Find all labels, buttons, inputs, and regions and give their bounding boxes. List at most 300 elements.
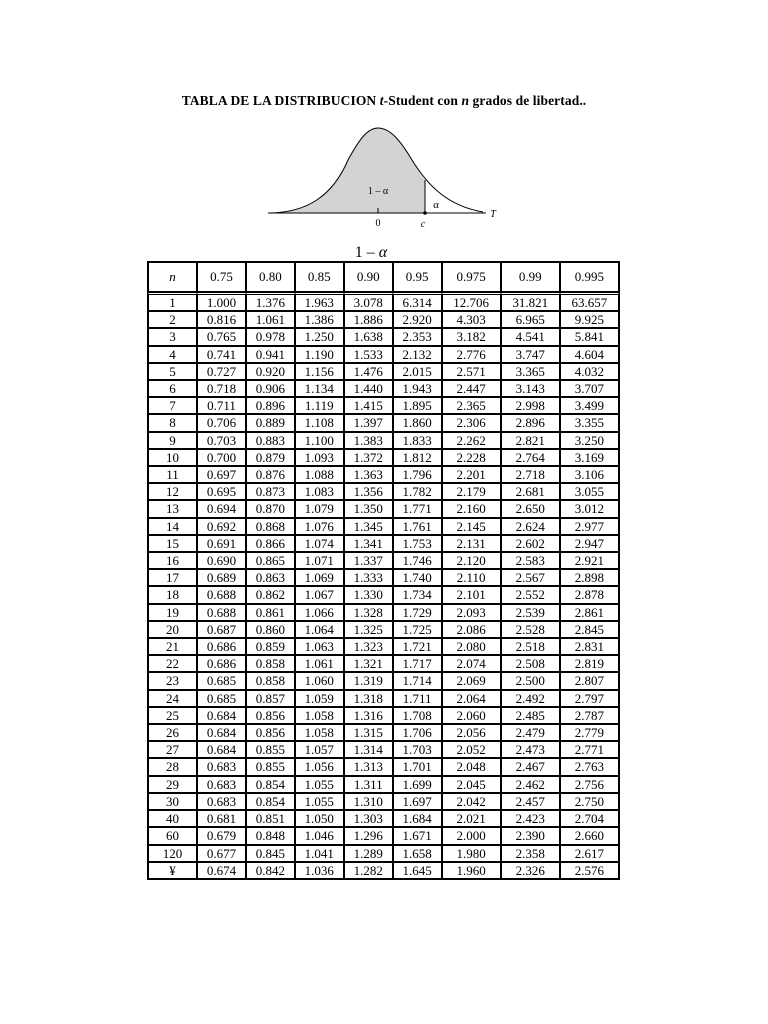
table-cell: 1.061 (295, 655, 344, 672)
df-cell: 24 (148, 690, 197, 707)
table-cell: 1.310 (344, 793, 393, 810)
table-cell: 1.119 (295, 397, 344, 414)
table-cell: 1.746 (393, 552, 442, 569)
table-cell: 1.058 (295, 724, 344, 741)
table-cell: 1.036 (295, 862, 344, 879)
table-cell: 2.326 (501, 862, 560, 879)
df-cell: 26 (148, 724, 197, 741)
table-cell: 2.056 (442, 724, 501, 741)
table-cell: 0.855 (246, 741, 295, 758)
table-cell: 2.074 (442, 655, 501, 672)
table-cell: 2.567 (501, 569, 560, 586)
table-cell: 1.059 (295, 690, 344, 707)
table-cell: 1.041 (295, 845, 344, 862)
table-cell: 1.980 (442, 845, 501, 862)
table-cell: 0.854 (246, 776, 295, 793)
table-cell: 2.650 (501, 500, 560, 517)
df-cell: 40 (148, 810, 197, 827)
table-cell: 2.131 (442, 535, 501, 552)
table-cell: 1.372 (344, 449, 393, 466)
table-cell: 2.228 (442, 449, 501, 466)
table-cell: 2.306 (442, 414, 501, 431)
table-cell: 1.771 (393, 500, 442, 517)
table-cell: 1.782 (393, 483, 442, 500)
table-cell: 1.079 (295, 500, 344, 517)
table-cell: 1.316 (344, 707, 393, 724)
table-cell: 1.860 (393, 414, 442, 431)
table-cell: 31.821 (501, 292, 560, 311)
table-cell: 1.963 (295, 292, 344, 311)
df-cell: 7 (148, 397, 197, 414)
column-header: 0.99 (501, 262, 560, 292)
table-cell: 0.920 (246, 363, 295, 380)
df-cell: 5 (148, 363, 197, 380)
table-cell: 2.052 (442, 741, 501, 758)
table-cell: 0.681 (197, 810, 246, 827)
table-cell: 0.879 (246, 449, 295, 466)
table-cell: 0.856 (246, 707, 295, 724)
t-distribution-figure (268, 120, 508, 232)
table-cell: 3.182 (442, 328, 501, 345)
df-cell: 60 (148, 827, 197, 844)
table-cell: 2.617 (560, 845, 619, 862)
table-cell: 2.539 (501, 604, 560, 621)
df-cell: 2 (148, 311, 197, 328)
table-cell: 0.703 (197, 432, 246, 449)
column-header: 0.90 (344, 262, 393, 292)
table-cell: 0.845 (246, 845, 295, 862)
table-cell: 2.797 (560, 690, 619, 707)
table-cell: 63.657 (560, 292, 619, 311)
table-cell: 2.120 (442, 552, 501, 569)
table-cell: 1.314 (344, 741, 393, 758)
table-cell: 1.318 (344, 690, 393, 707)
page-title (0, 93, 768, 109)
table-cell: 0.858 (246, 655, 295, 672)
table-cell: 0.688 (197, 586, 246, 603)
area-label: 1 – α (367, 186, 389, 197)
table-cell: 0.692 (197, 518, 246, 535)
table-cell: 1.960 (442, 862, 501, 879)
table-cell: 2.576 (560, 862, 619, 879)
table-cell: 0.873 (246, 483, 295, 500)
column-group-prefix: 1 – (354, 244, 379, 261)
table-cell: 1.386 (295, 311, 344, 328)
table-cell: 2.080 (442, 638, 501, 655)
df-cell: 4 (148, 346, 197, 363)
table-cell: 1.100 (295, 432, 344, 449)
table-cell: 1.895 (393, 397, 442, 414)
table-cell: 9.925 (560, 311, 619, 328)
df-cell: 17 (148, 569, 197, 586)
table-cell: 1.289 (344, 845, 393, 862)
table-cell: 1.725 (393, 621, 442, 638)
table-cell: 2.064 (442, 690, 501, 707)
table-cell: 2.485 (501, 707, 560, 724)
table-cell: 6.314 (393, 292, 442, 311)
column-header: 0.80 (246, 262, 295, 292)
table-cell: 1.706 (393, 724, 442, 741)
table-cell: 1.761 (393, 518, 442, 535)
table-cell: 2.807 (560, 672, 619, 689)
table-cell: 2.473 (501, 741, 560, 758)
table-cell: 1.074 (295, 535, 344, 552)
table-cell: 2.718 (501, 466, 560, 483)
table-cell: 1.812 (393, 449, 442, 466)
table-cell: 1.061 (246, 311, 295, 328)
table-cell: 1.383 (344, 432, 393, 449)
column-header: 0.995 (560, 262, 619, 292)
column-group-alpha: α (378, 244, 388, 261)
table-cell: 1.088 (295, 466, 344, 483)
title-part-2: -Student con (383, 93, 462, 108)
zero-label: 0 (375, 218, 381, 229)
table-cell: 2.756 (560, 776, 619, 793)
table-cell: 1.440 (344, 380, 393, 397)
table-cell: 0.857 (246, 690, 295, 707)
table-cell: 0.695 (197, 483, 246, 500)
table-cell: 2.093 (442, 604, 501, 621)
table-row (148, 672, 619, 689)
table-cell: 1.684 (393, 810, 442, 827)
table-cell: 2.921 (560, 552, 619, 569)
table-row (148, 690, 619, 707)
table-row (148, 758, 619, 775)
table-cell: 1.708 (393, 707, 442, 724)
table-cell: 0.978 (246, 328, 295, 345)
df-cell: 14 (148, 518, 197, 535)
table-cell: 0.683 (197, 776, 246, 793)
table-cell: 0.860 (246, 621, 295, 638)
df-cell: 16 (148, 552, 197, 569)
table-row (148, 741, 619, 758)
df-cell: 11 (148, 466, 197, 483)
table-cell: 3.055 (560, 483, 619, 500)
table-cell: 0.706 (197, 414, 246, 431)
table-cell: 1.714 (393, 672, 442, 689)
table-cell: 3.747 (501, 346, 560, 363)
table-cell: 0.889 (246, 414, 295, 431)
table-cell: 1.064 (295, 621, 344, 638)
table-cell: 1.703 (393, 741, 442, 758)
table-cell: 2.861 (560, 604, 619, 621)
df-cell: 15 (148, 535, 197, 552)
table-cell: 0.848 (246, 827, 295, 844)
table-cell: 1.796 (393, 466, 442, 483)
table-cell: 1.734 (393, 586, 442, 603)
table-cell: 0.690 (197, 552, 246, 569)
df-cell: 6 (148, 380, 197, 397)
table-cell: 0.718 (197, 380, 246, 397)
table-cell: 3.078 (344, 292, 393, 311)
df-cell: 27 (148, 741, 197, 758)
table-cell: 4.604 (560, 346, 619, 363)
table-cell: 4.032 (560, 363, 619, 380)
table-cell: 1.108 (295, 414, 344, 431)
table-row (148, 724, 619, 741)
table-row (148, 793, 619, 810)
table-cell: 1.083 (295, 483, 344, 500)
table-cell: 0.842 (246, 862, 295, 879)
table-cell: 2.492 (501, 690, 560, 707)
table-cell: 1.533 (344, 346, 393, 363)
table-cell: 1.638 (344, 328, 393, 345)
title-t: t (379, 93, 384, 108)
table-cell: 2.787 (560, 707, 619, 724)
table-row (148, 466, 619, 483)
table-cell: 1.069 (295, 569, 344, 586)
table-cell: 2.998 (501, 397, 560, 414)
table-cell: 0.851 (246, 810, 295, 827)
table-cell: 0.727 (197, 363, 246, 380)
table-cell: 1.311 (344, 776, 393, 793)
table-cell: 2.467 (501, 758, 560, 775)
table-row (148, 500, 619, 517)
table-cell: 0.683 (197, 758, 246, 775)
table-cell: 0.765 (197, 328, 246, 345)
table-row (148, 862, 619, 879)
table-cell: 0.856 (246, 724, 295, 741)
table-cell: 0.861 (246, 604, 295, 621)
df-cell: 30 (148, 793, 197, 810)
table-cell: 0.906 (246, 380, 295, 397)
table-cell: 2.479 (501, 724, 560, 741)
table-row (148, 414, 619, 431)
table-cell: 1.721 (393, 638, 442, 655)
table-cell: 1.063 (295, 638, 344, 655)
n-column-header: n (148, 262, 197, 292)
table-cell: 2.681 (501, 483, 560, 500)
df-cell: 29 (148, 776, 197, 793)
table-header-row (148, 262, 619, 292)
t-axis-label: T (490, 209, 496, 220)
table-cell: 0.697 (197, 466, 246, 483)
table-cell: 1.476 (344, 363, 393, 380)
table-cell: 2.571 (442, 363, 501, 380)
table-cell: 2.898 (560, 569, 619, 586)
table-cell: 0.687 (197, 621, 246, 638)
table-cell: 0.688 (197, 604, 246, 621)
table-cell: 0.741 (197, 346, 246, 363)
table-cell: 2.821 (501, 432, 560, 449)
table-cell: 0.689 (197, 569, 246, 586)
table-cell: 2.358 (501, 845, 560, 862)
df-cell: 13 (148, 500, 197, 517)
column-header: 0.975 (442, 262, 501, 292)
table-cell: 1.190 (295, 346, 344, 363)
table-cell: 1.323 (344, 638, 393, 655)
table-row (148, 292, 619, 311)
table-cell: 1.697 (393, 793, 442, 810)
table-cell: 5.841 (560, 328, 619, 345)
df-cell: 22 (148, 655, 197, 672)
table-row (148, 535, 619, 552)
table-cell: 0.691 (197, 535, 246, 552)
df-cell: 25 (148, 707, 197, 724)
table-cell: 2.508 (501, 655, 560, 672)
table-cell: 1.671 (393, 827, 442, 844)
table-cell: 1.134 (295, 380, 344, 397)
t-distribution-table (147, 261, 620, 880)
table-cell: 2.110 (442, 569, 501, 586)
table-cell: 2.878 (560, 586, 619, 603)
table-cell: 1.325 (344, 621, 393, 638)
table-cell: 1.350 (344, 500, 393, 517)
table-cell: 2.896 (501, 414, 560, 431)
table-cell: 1.071 (295, 552, 344, 569)
table-cell: 0.679 (197, 827, 246, 844)
table-cell: 0.866 (246, 535, 295, 552)
table-cell: 1.055 (295, 793, 344, 810)
table-cell: 3.355 (560, 414, 619, 431)
table-cell: 2.920 (393, 311, 442, 328)
table-cell: 1.296 (344, 827, 393, 844)
table-cell: 1.313 (344, 758, 393, 775)
table-cell: 1.753 (393, 535, 442, 552)
table-cell: 0.686 (197, 638, 246, 655)
table-cell: 2.750 (560, 793, 619, 810)
table-cell: 0.868 (246, 518, 295, 535)
table-cell: 0.816 (197, 311, 246, 328)
table-cell: 0.684 (197, 724, 246, 741)
table-row (148, 380, 619, 397)
table-cell: 0.876 (246, 466, 295, 483)
table-row (148, 449, 619, 466)
table-cell: 12.706 (442, 292, 501, 311)
df-cell: 18 (148, 586, 197, 603)
table-cell: 1.337 (344, 552, 393, 569)
table-cell: 2.704 (560, 810, 619, 827)
table-row (148, 363, 619, 380)
table-row (148, 604, 619, 621)
df-cell: 21 (148, 638, 197, 655)
table-cell: 2.660 (560, 827, 619, 844)
table-cell: 1.376 (246, 292, 295, 311)
table-cell: 1.056 (295, 758, 344, 775)
table-cell: 1.740 (393, 569, 442, 586)
title-part-3: grados de libertad.. (469, 93, 587, 108)
column-header: 0.75 (197, 262, 246, 292)
df-cell: 9 (148, 432, 197, 449)
table-cell: 1.060 (295, 672, 344, 689)
table-cell: 1.156 (295, 363, 344, 380)
table-cell: 2.000 (442, 827, 501, 844)
table-cell: 2.048 (442, 758, 501, 775)
table-row (148, 621, 619, 638)
table-cell: 1.067 (295, 586, 344, 603)
table-cell: 1.055 (295, 776, 344, 793)
df-cell: 19 (148, 604, 197, 621)
table-cell: 0.684 (197, 707, 246, 724)
table-cell: 2.624 (501, 518, 560, 535)
table-cell: 2.086 (442, 621, 501, 638)
table-cell: 0.711 (197, 397, 246, 414)
table-cell: 1.658 (393, 845, 442, 862)
table-cell: 1.066 (295, 604, 344, 621)
table-cell: 2.447 (442, 380, 501, 397)
column-group-header (351, 244, 391, 262)
table-cell: 0.883 (246, 432, 295, 449)
table-cell: 2.462 (501, 776, 560, 793)
table-row (148, 432, 619, 449)
table-cell: 0.684 (197, 741, 246, 758)
table-row (148, 483, 619, 500)
table-cell: 1.315 (344, 724, 393, 741)
table-cell: 2.500 (501, 672, 560, 689)
table-cell: 0.859 (246, 638, 295, 655)
df-cell: 12 (148, 483, 197, 500)
table-cell: 0.865 (246, 552, 295, 569)
column-header: 0.95 (393, 262, 442, 292)
table-cell: 1.943 (393, 380, 442, 397)
table-row (148, 827, 619, 844)
table-cell: 1.076 (295, 518, 344, 535)
table-cell: 1.699 (393, 776, 442, 793)
table-cell: 1.321 (344, 655, 393, 672)
table-cell: 2.201 (442, 466, 501, 483)
shaded-area (268, 128, 425, 213)
table-cell: 1.046 (295, 827, 344, 844)
df-cell: 10 (148, 449, 197, 466)
column-header: 0.85 (295, 262, 344, 292)
table-cell: 0.854 (246, 793, 295, 810)
table-cell: 1.341 (344, 535, 393, 552)
table-row (148, 552, 619, 569)
table-cell: 3.707 (560, 380, 619, 397)
table-body (148, 292, 619, 879)
table-cell: 1.415 (344, 397, 393, 414)
table-cell: 2.763 (560, 758, 619, 775)
table-cell: 1.333 (344, 569, 393, 586)
table-cell: 1.356 (344, 483, 393, 500)
table-row (148, 845, 619, 862)
table-cell: 2.390 (501, 827, 560, 844)
table-cell: 2.583 (501, 552, 560, 569)
table-cell: 2.423 (501, 810, 560, 827)
table-cell: 2.457 (501, 793, 560, 810)
table-cell: 2.845 (560, 621, 619, 638)
table-cell: 4.303 (442, 311, 501, 328)
table-cell: 1.058 (295, 707, 344, 724)
table-row (148, 397, 619, 414)
table-row (148, 655, 619, 672)
table-row (148, 776, 619, 793)
table-cell: 2.819 (560, 655, 619, 672)
df-cell: 28 (148, 758, 197, 775)
table-cell: 2.977 (560, 518, 619, 535)
table-cell: 0.858 (246, 672, 295, 689)
table-cell: 2.132 (393, 346, 442, 363)
table-cell: 1.319 (344, 672, 393, 689)
table-cell: 0.941 (246, 346, 295, 363)
table-cell: 2.015 (393, 363, 442, 380)
table-cell: 2.160 (442, 500, 501, 517)
table-cell: 0.863 (246, 569, 295, 586)
table-row (148, 311, 619, 328)
table-cell: 2.353 (393, 328, 442, 345)
table-cell: 2.262 (442, 432, 501, 449)
c-label: c (420, 219, 426, 230)
table-row (148, 638, 619, 655)
table-cell: 1.345 (344, 518, 393, 535)
table-cell: 1.000 (197, 292, 246, 311)
table-cell: 6.965 (501, 311, 560, 328)
table-cell: 2.602 (501, 535, 560, 552)
table-cell: 0.674 (197, 862, 246, 879)
table-cell: 1.711 (393, 690, 442, 707)
table-cell: 0.685 (197, 690, 246, 707)
table-cell: 1.328 (344, 604, 393, 621)
